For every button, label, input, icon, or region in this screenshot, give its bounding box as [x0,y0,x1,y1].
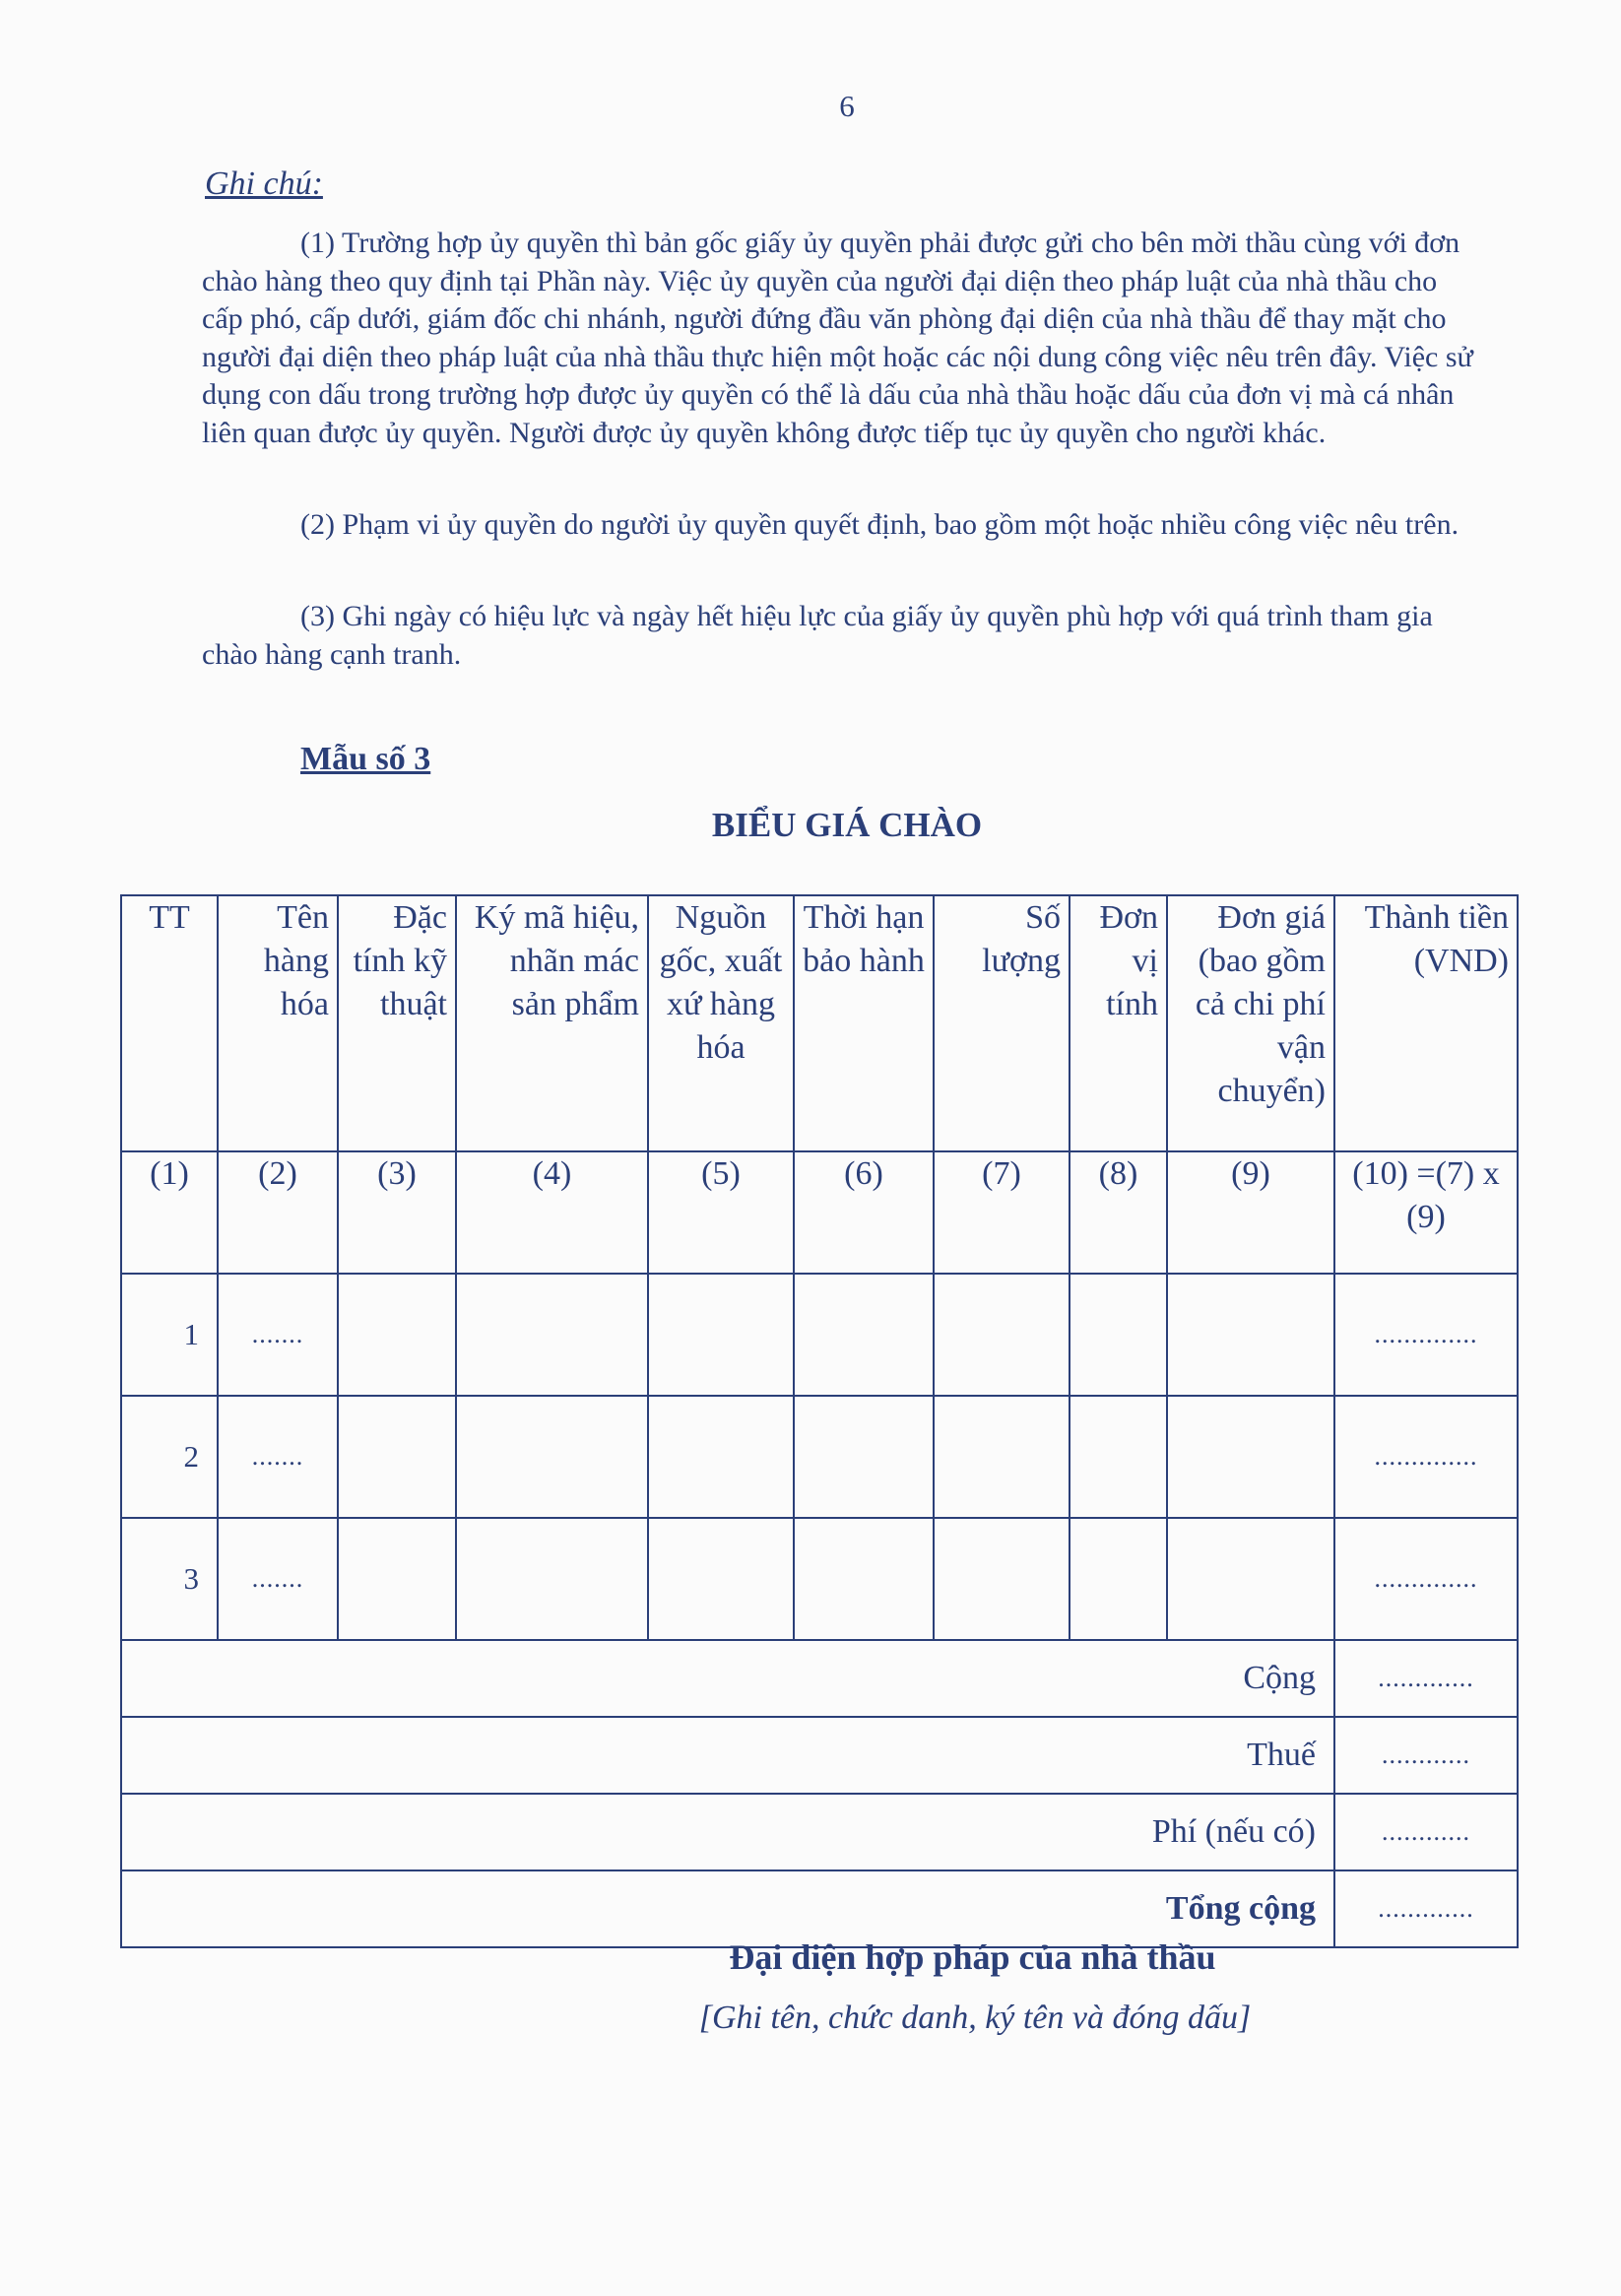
row-cell [338,1396,456,1518]
header-unit-price: Đơn giá (bao gồm cả chi phí vận chuyển) [1167,895,1334,1151]
subtotal-value: ............. [1334,1640,1518,1717]
price-table [120,894,1519,1948]
row-cell [1070,1518,1167,1640]
col-num-10: (10) =(7) x (9) [1334,1151,1518,1274]
row-tt: 2 [121,1396,218,1518]
row-cell [794,1518,934,1640]
signature-title: Đại diện hợp pháp của nhà thầu [729,1937,1216,1977]
tax-label: Thuế [121,1717,1334,1794]
row-cell [338,1274,456,1396]
row-cell [456,1518,648,1640]
table-row [121,1274,1518,1396]
row-cell [934,1518,1070,1640]
notes-heading: Ghi chú: [205,165,323,202]
row-cell [648,1396,794,1518]
header-origin: Nguồn gốc, xuất xứ hàng hóa [648,895,794,1151]
grand-total-label: Tổng cộng [121,1870,1334,1947]
signature-note: [Ghi tên, chức danh, ký tên và đóng dấu] [698,2000,1252,2036]
row-cell [1070,1396,1167,1518]
header-item-name: Tên hàng hóa [218,895,338,1151]
note-3: (3) Ghi ngày có hiệu lực và ngày hết hiệu lực của giấy ủy quyền phù hợp với quá trình tham gia chào hàng cạnh tranh. [202,600,1433,671]
row-cell [934,1396,1070,1518]
row-cell [794,1274,934,1396]
row-cell [794,1396,934,1518]
row-item-name: ....... [218,1518,338,1640]
col-num-3: (3) [338,1151,456,1274]
row-cell [456,1274,648,1396]
row-cell [1167,1396,1334,1518]
row-cell [1167,1518,1334,1640]
form-title: BIỂU GIÁ CHÀO [711,806,983,844]
form-label: Mẫu số 3 [300,741,431,777]
row-cell [1167,1274,1334,1396]
header-quantity: Số lượng [934,895,1070,1151]
row-cell [1070,1274,1167,1396]
row-cell [338,1518,456,1640]
subtotal-label: Cộng [121,1640,1334,1717]
row-amount: .............. [1334,1274,1518,1396]
summary-row-tax [121,1717,1518,1794]
fee-label: Phí (nếu có) [121,1794,1334,1870]
summary-row-fee [121,1794,1518,1870]
row-cell [456,1396,648,1518]
row-amount: .............. [1334,1518,1518,1640]
tax-value: ............ [1334,1717,1518,1794]
row-amount: .............. [1334,1396,1518,1518]
summary-row-subtotal [121,1640,1518,1717]
col-num-2: (2) [218,1151,338,1274]
row-tt: 1 [121,1274,218,1396]
grand-total-value: ............. [1334,1870,1518,1947]
col-num-7: (7) [934,1151,1070,1274]
header-unit: Đơn vị tính [1070,895,1167,1151]
header-specs: Đặc tính kỹ thuật [338,895,456,1151]
fee-value: ............ [1334,1794,1518,1870]
row-item-name: ....... [218,1274,338,1396]
row-cell [648,1518,794,1640]
table-row [121,1518,1518,1640]
col-num-4: (4) [456,1151,648,1274]
row-tt: 3 [121,1518,218,1640]
header-total: Thành tiền (VND) [1334,895,1518,1151]
row-item-name: ....... [218,1396,338,1518]
header-warranty: Thời hạn bảo hành [794,895,934,1151]
column-number-row [121,1151,1518,1274]
col-num-6: (6) [794,1151,934,1274]
row-cell [648,1274,794,1396]
note-1: (1) Trường hợp ủy quyền thì bản gốc giấy ủy quyền phải được gửi cho bên mời thầu cùng với đơn chào hàng theo quy định tại Phần này. Việc ủy quyền của người đại diện theo pháp luật của nhà thầu cho cấp phó, cấp dưới, giám đốc chi nhánh, người đứng đầu văn phòng đại diện của nhà thầu để thay mặt cho người đại diện theo pháp luật của nhà thầu thực hiện một hoặc các nội dung công việc nêu trên đây. Việc sử dụng con dấu trong trường hợp được ủy quyền có thể là dấu của nhà thầu hoặc dấu của đơn vị mà cá nhân liên quan được ủy quyền. Người được ủy quyền không được tiếp tục ủy quyền cho người khác. [202,227,1473,449]
header-row [121,895,1518,1151]
header-tt: TT [121,895,218,1151]
table-row [121,1396,1518,1518]
col-num-9: (9) [1167,1151,1334,1274]
col-num-8: (8) [1070,1151,1167,1274]
header-brand: Ký mã hiệu, nhãn mác sản phẩm [456,895,648,1151]
col-num-1: (1) [121,1151,218,1274]
col-num-5: (5) [648,1151,794,1274]
row-cell [934,1274,1070,1396]
note-2: (2) Phạm vi ủy quyền do người ủy quyền quyết định, bao gồm một hoặc nhiều công việc nêu trên. [300,508,1459,541]
page-number: 6 [839,89,855,123]
